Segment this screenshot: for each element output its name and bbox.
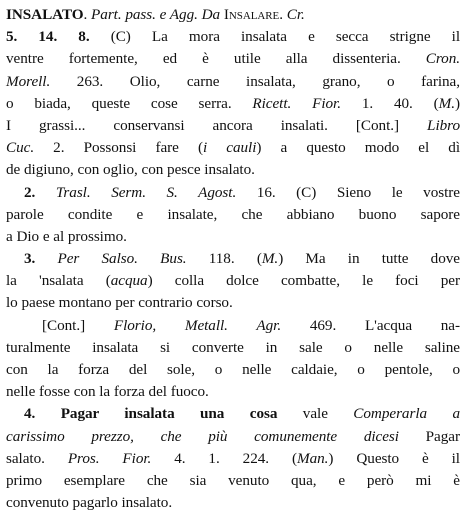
entry-line (6, 48, 460, 70)
italic-citation: i cauli (203, 139, 257, 157)
entry-line (6, 226, 460, 248)
entry-line (6, 204, 460, 226)
italic-citation: carissimo prezzo, che più comunemente dicesi (6, 427, 399, 445)
body-text: convenuto pagarlo insalato. (6, 494, 173, 512)
entry-line (6, 26, 460, 48)
entry-line (6, 159, 460, 181)
body-text: ventre fortemente, ed è utile alla dissenteria. (6, 50, 426, 68)
italic-citation: M. (261, 250, 279, 268)
body-text: salato. (6, 449, 68, 467)
entry-line (6, 115, 460, 137)
entry-line (6, 492, 460, 514)
body-text: (C) La mora insalata e secca strigne il (110, 28, 460, 46)
body-text: a Dio e al prossimo. (6, 227, 127, 245)
entry-line (6, 270, 460, 292)
italic-citation: Man. (296, 449, 329, 467)
body-text: 16. (C) Sieno le vostre (236, 183, 460, 201)
italic-citation: Comperarla a (353, 405, 460, 423)
bold-text: 2. (24, 183, 56, 201)
body-text: con la forza del sole, o nelle caldaie, o pentole, o (6, 361, 460, 378)
body-text: 118. ( (186, 250, 262, 268)
italic-citation: Cr. (286, 6, 305, 23)
italic-citation: Florio, Metall. Agr. (113, 316, 282, 334)
italic-citation: Bus. (160, 250, 187, 268)
bold-text: INSALATO (6, 6, 84, 23)
italic-citation: Serm. S. Agost. (111, 183, 237, 201)
body-text: ) colla dolce combatte, le foci per (147, 272, 460, 290)
italic-citation: Part. pass. e Agg. (91, 6, 198, 23)
body-text: ) (454, 94, 460, 112)
small-caps-text: Insalare (223, 6, 280, 23)
entry-line (6, 403, 460, 425)
italic-citation: Per Salso. (57, 250, 138, 268)
italic-citation: Morell. (6, 72, 51, 90)
entry-line (6, 71, 460, 93)
body-text: ) Questo è il (328, 449, 460, 467)
body-text: ) Ma in tutte dove (278, 250, 461, 268)
entry-line (6, 381, 460, 403)
entry-line (6, 448, 460, 470)
bold-text: 5. 14. 8. (6, 28, 111, 46)
body-text: I grassi... conservansi ancora insalati. [Cont.] (6, 116, 428, 134)
body-text: 263. Olio, carne insalata, grano, o farina, (50, 72, 460, 90)
entry-line (6, 248, 460, 270)
entry-line (6, 337, 460, 359)
entry-line (6, 359, 460, 381)
italic-citation: Pros. Fior. (67, 449, 152, 467)
italic-citation: Ricett. Fior. (252, 94, 341, 112)
body-text: 469. L'acqua na- (281, 316, 460, 334)
body-text: nelle fosse con la forza del fuoco. (6, 383, 209, 401)
body-text: [Cont.] (42, 316, 114, 334)
body-text: lo paese montano per contrario corso. (6, 294, 233, 312)
entry-line (6, 137, 460, 159)
body-text: . (279, 6, 287, 23)
body-text: ) a questo modo el dì (256, 139, 460, 157)
body-text: Pagar (398, 427, 460, 445)
entry-line (6, 4, 460, 26)
italic-citation: Trasl. (55, 183, 91, 201)
body-text: de digiuno, con oglio, con pesce insalato. (6, 161, 255, 179)
body-text: o biada, queste cose serra. (6, 94, 253, 112)
body-text: turalmente insalata si converte in sale o nelle saline (6, 338, 460, 356)
bold-text: 3. (24, 250, 58, 268)
body-text: primo esemplare che sia venuto qua, e però mi è (6, 471, 460, 489)
body-text: 2. Possonsi fare ( (34, 139, 203, 157)
entry-line (6, 182, 460, 204)
italic-citation: acqua (110, 272, 148, 290)
entry-line (6, 470, 460, 492)
entry-line (6, 292, 460, 314)
body-text: . (83, 6, 92, 23)
body-text: parole condite e insalate, che abbiano buono sapore (6, 205, 460, 223)
body-text: 1. 40. ( (340, 94, 439, 112)
body-text: la 'nsalata ( (6, 272, 111, 290)
italic-citation: Libro (427, 116, 460, 134)
body-text: 4. 1. 224. ( (151, 449, 297, 467)
body-text (91, 184, 112, 201)
body-text: vale (277, 405, 354, 423)
entry-line (6, 93, 460, 115)
italic-citation: M. (438, 94, 455, 112)
italic-citation: Da (201, 6, 221, 23)
body-text (138, 250, 160, 267)
bold-text: 4. Pagar insalata una cosa (24, 405, 278, 423)
entry-line (6, 315, 460, 337)
italic-citation: Cuc. (6, 139, 35, 157)
entry-line (6, 426, 460, 448)
italic-citation: Cron. (425, 50, 460, 68)
